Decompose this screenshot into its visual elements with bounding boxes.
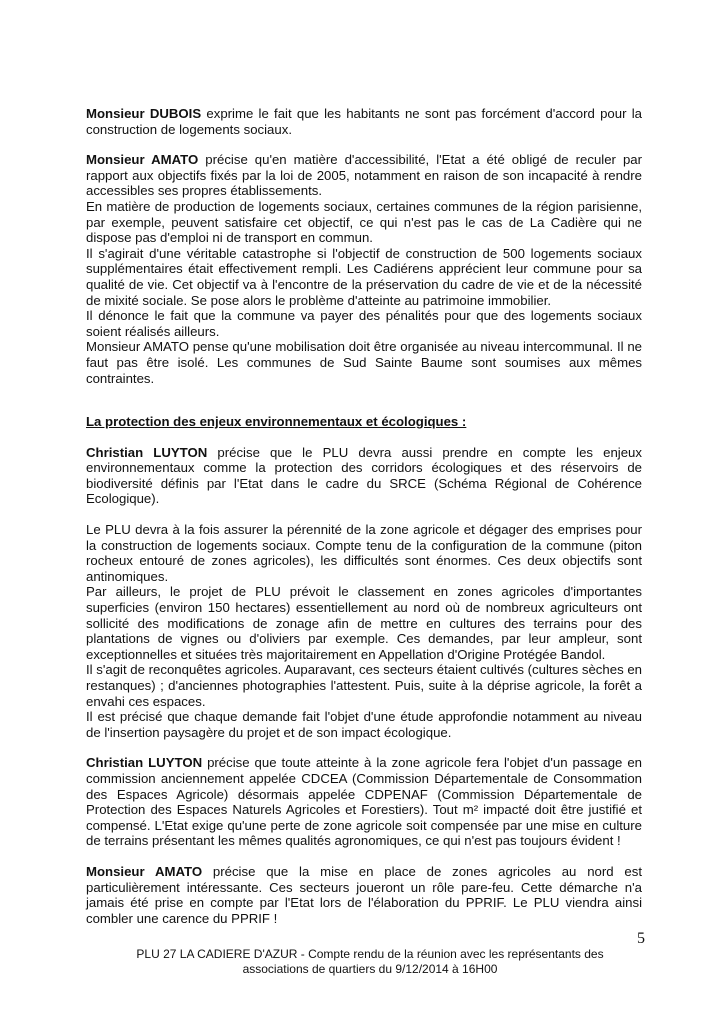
paragraph-text: Par ailleurs, le projet de PLU prévoit le classement en zones agricoles d'importantes superficies (environ 150 hectares) essentiellement au nord où de nombreux agriculteurs ont sollicité des modifications de zonage afin de mettre en cultures des terrains pour des plantations de vignes ou d'oliviers par exemple. Ces demandes, par leur ampleur, sont exceptionnelles et situées très majoritairement en Appellation d'Origine Protégée Bandol. xyxy=(86,584,642,662)
footer-line: PLU 27 LA CADIERE D'AZUR - Compte rendu de la réunion avec les représentants des xyxy=(136,947,604,961)
paragraph-amato xyxy=(86,152,642,199)
footer-line: associations de quartiers du 9/12/2014 à 16H00 xyxy=(242,961,498,976)
paragraph-text: Il s'agit de reconquêtes agricoles. Auparavant, ces secteurs étaient cultivés (cultures sèches en restanques) ; d'anciennes photographies l'attestent. Puis, suite à la déprise agricole, la forêt a envahi ces espaces. xyxy=(86,662,642,709)
paragraph-luyton xyxy=(86,755,642,849)
paragraph-text: précise que le PLU devra aussi prendre en compte les enjeux environnementaux comme la protection des corridors écologiques et des réservoirs de biodiversité définis par l'Etat dans le cadre du SRCE (Schéma Régional de Cohérence Ecologique). xyxy=(86,444,642,507)
paragraph-amato xyxy=(86,864,642,926)
paragraph-text: précise que la mise en place de zones agricoles au nord est particulièrement intéressante. Ces secteurs joueront un rôle pare-feu. Cette démarche n'a jamais été prise en compte par l'Etat lors de l'élaboration du PPRIF. Le PLU viendra ainsi combler une carence du PPRIF ! xyxy=(86,863,642,926)
speaker-name: Christian LUYTON xyxy=(86,444,208,460)
paragraph-text: précise que toute atteinte à la zone agricole fera l'objet d'un passage en commission anciennement appelée CDCEA (Commission Départementale de Consommation des Espaces Agricole) désormais appelée CDPENAF (Commission Départementale de Protection des Espaces Naturels Agricoles et Forestiers). Tout m² impacté doit être justifié et compensé. L'Etat exige qu'une perte de zone agricole soit compensée par une mise en culture de terrains présentant les mêmes qualités agronomiques, ce qui n'est pas toujours évident ! xyxy=(86,755,642,849)
paragraph-text: Monsieur AMATO pense qu'une mobilisation doit être organisée au niveau intercommunal. Il ne faut pas être isolé. Les communes de Sud Sainte Baume sont soumises aux mêmes contraintes. xyxy=(86,339,642,386)
speaker-name: Monsieur DUBOIS xyxy=(86,106,202,121)
speaker-name: Christian LUYTON xyxy=(86,755,203,771)
document-body xyxy=(86,106,642,926)
section-heading: La protection des enjeux environnementaux et écologiques : xyxy=(86,414,467,430)
paragraph-text: Le PLU devra à la fois assurer la pérennité de la zone agricole et dégager des emprises pour la construction de logements sociaux. Compte tenu de la configuration de la commune (piton rocheux entouré de zones agricoles), les difficultés sont énormes. Ces deux objectifs sont antinomiques. xyxy=(86,522,642,584)
speaker-name: Monsieur AMATO xyxy=(86,152,199,168)
paragraph-luyton xyxy=(86,445,642,507)
paragraph-text: En matière de production de logements sociaux, certaines communes de la région parisienne, par exemple, peuvent satisfaire cet objectif, ce qui n'est pas le cas de La Cadière qui ne dispose pas d'emploi ni de transport en commun. xyxy=(86,198,642,246)
paragraph-text: Il est précisé que chaque demande fait l'objet d'une étude approfondie notamment au niveau de l'insertion paysagère du projet et de son impact écologique. xyxy=(86,709,642,740)
page-footer xyxy=(100,947,640,976)
page-number: 5 xyxy=(637,930,645,947)
paragraph-text: Il s'agirait d'une véritable catastrophe si l'objectif de construction de 500 logements sociaux supplémentaires était effectivement rempli. Les Cadiérens apprécient leur commune pour sa qualité de vie. Cet objectif va à l'encontre de la préservation du cadre de vie et de la nécessité de mixité sociale. Se pose alors le problème d'atteinte au patrimoine immobilier. xyxy=(86,245,642,308)
paragraph-text: Il dénonce le fait que la commune va payer des pénalités pour que des logements sociaux soient réalisés ailleurs. xyxy=(86,308,642,339)
paragraph-text: précise qu'en matière d'accessibilité, l'Etat a été obligé de reculer par rapport aux objectifs fixés par la loi de 2005, notamment en raison de son incapacité à rendre accessibles ses propres établissements. xyxy=(86,152,643,199)
paragraph-dubois xyxy=(86,106,642,137)
paragraph-text: exprime le fait que les habitants ne sont pas forcément d'accord pour la construction de logements sociaux. xyxy=(86,106,643,137)
speaker-name: Monsieur AMATO xyxy=(86,863,203,879)
